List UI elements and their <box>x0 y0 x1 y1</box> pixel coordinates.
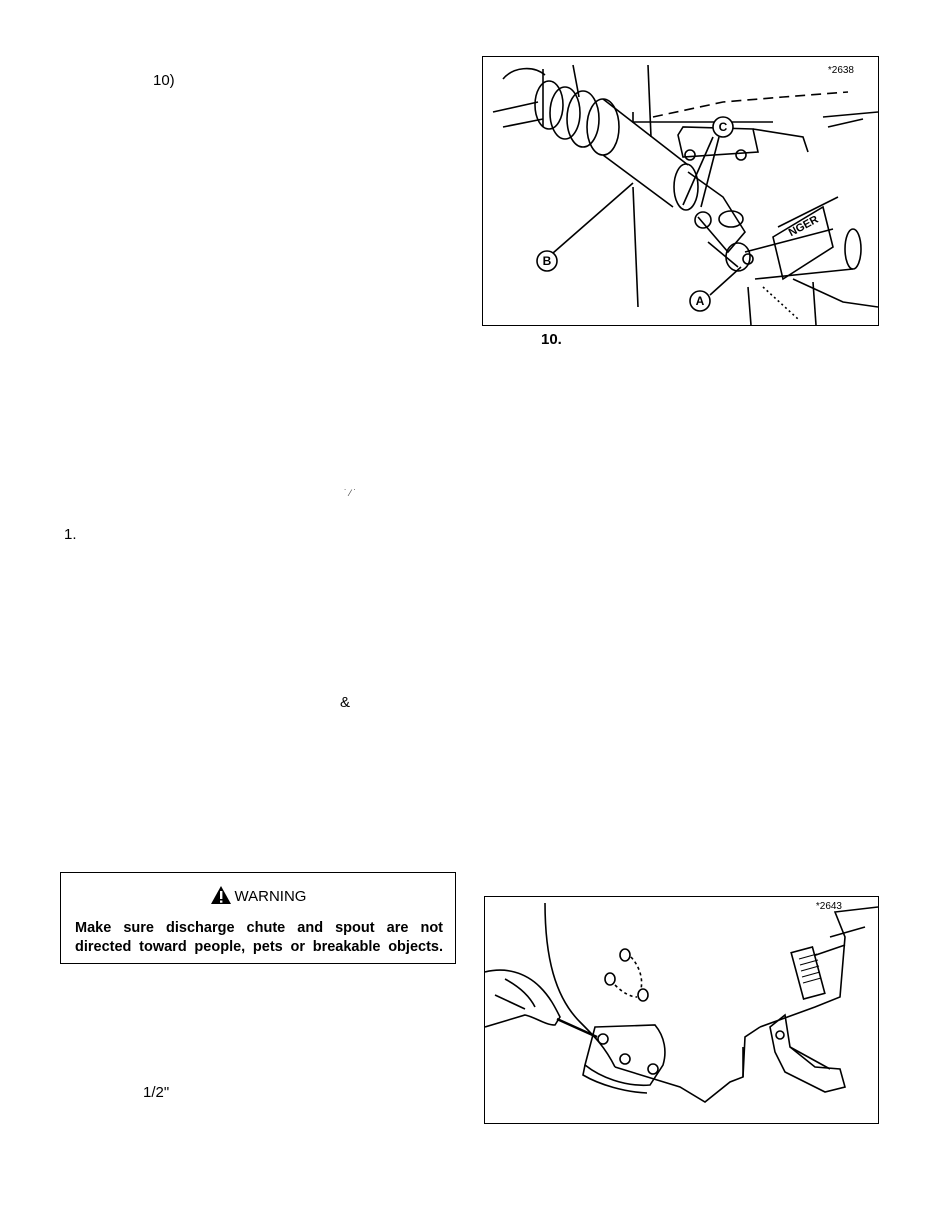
chute-plate-illustration <box>485 897 878 1123</box>
figure-11-id: *2643 <box>815 901 842 912</box>
warning-line-1: Make sure discharge chute and spout are not <box>75 920 443 936</box>
figure-10-driveshaft <box>482 56 879 326</box>
warning-triangle-icon <box>210 885 232 909</box>
decal-text: NGER <box>786 213 821 240</box>
figure-10-id: *2638 <box>827 65 854 76</box>
scan-speck: ˙ ⁄ ˙ <box>344 488 357 498</box>
warning-title: WARNING <box>234 888 307 905</box>
warning-text <box>75 919 443 957</box>
warning-line-2: directed toward people, pets or breakable objects. <box>75 939 443 955</box>
warning-header <box>61 885 455 909</box>
driveshaft-illustration <box>483 57 878 325</box>
callout-b: B <box>542 254 552 268</box>
figure-10-caption: 10. <box>541 331 562 348</box>
figure-11-chute-plate <box>484 896 879 1124</box>
measurement-text: 1/2" <box>143 1084 170 1101</box>
reference-figure-10: 10) <box>153 72 175 89</box>
callout-c: C <box>718 120 728 134</box>
callout-a: A <box>695 294 705 308</box>
ampersand-text: & <box>340 694 351 711</box>
warning-box <box>60 872 456 964</box>
step-number-1: 1. <box>64 526 77 543</box>
